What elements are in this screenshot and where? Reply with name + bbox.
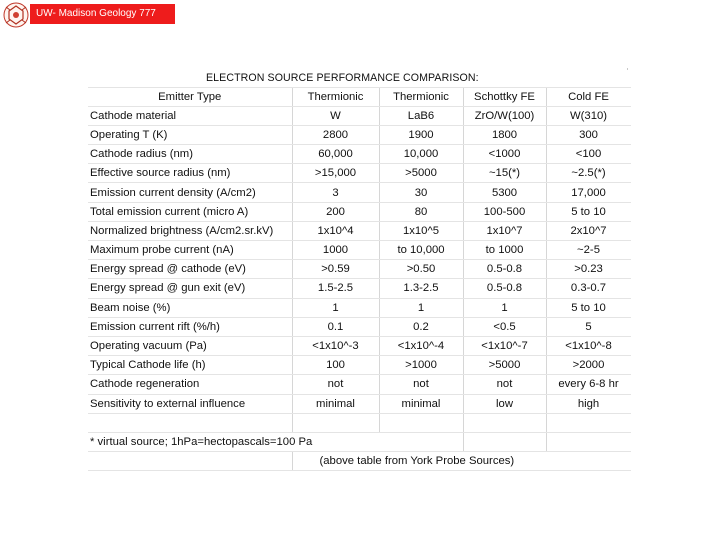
table-row: [88, 241, 631, 260]
table-cell: 2x10^7: [546, 221, 631, 240]
table-source-note: (above table from York Probe Sources): [292, 452, 546, 471]
table-cell: 1: [292, 298, 379, 317]
table-cell: W: [292, 106, 379, 125]
table-cell: <1x10^-3: [292, 336, 379, 355]
row-label: Maximum probe current (nA): [88, 241, 292, 260]
table-cell: W(310): [546, 106, 631, 125]
table-cell: 1.3-2.5: [379, 279, 463, 298]
table-row: [88, 279, 631, 298]
table-cell: <100: [546, 145, 631, 164]
table-cell: >0.59: [292, 260, 379, 279]
table-cell: 100-500: [463, 202, 546, 221]
table-cell: <1x10^-8: [546, 336, 631, 355]
table-cell: 0.1: [292, 317, 379, 336]
row-label: Beam noise (%): [88, 298, 292, 317]
table-cell: 1: [379, 298, 463, 317]
table-row: [88, 145, 631, 164]
header-cell: Emitter Type: [88, 87, 292, 106]
table-cell: 80: [379, 202, 463, 221]
table-cell: to 1000: [463, 241, 546, 260]
table-row: [88, 375, 631, 394]
row-label: Effective source radius (nm): [88, 164, 292, 183]
row-label: Total emission current (micro A): [88, 202, 292, 221]
table-row: [88, 164, 631, 183]
row-label: Energy spread @ cathode (eV): [88, 260, 292, 279]
table-cell: 30: [379, 183, 463, 202]
row-label: Emission current rift (%/h): [88, 317, 292, 336]
table-cell: 0.3-0.7: [546, 279, 631, 298]
row-label: Sensitivity to external influence: [88, 394, 292, 413]
table-cell: 5 to 10: [546, 202, 631, 221]
table-row: [88, 317, 631, 336]
row-label: Operating vacuum (Pa): [88, 336, 292, 355]
row-label: Emission current density (A/cm2): [88, 183, 292, 202]
course-banner: UW- Madison Geology 777: [30, 4, 175, 24]
table-cell: 1x10^4: [292, 221, 379, 240]
table-cell: 0.5-0.8: [463, 279, 546, 298]
table-cell: not: [379, 375, 463, 394]
table-header-row: [88, 87, 631, 106]
table-cell: 3: [292, 183, 379, 202]
table-cell: 10,000: [379, 145, 463, 164]
table-cell: low: [463, 394, 546, 413]
table-cell: 2800: [292, 125, 379, 144]
table-cell: 1x10^7: [463, 221, 546, 240]
table-cell: minimal: [379, 394, 463, 413]
university-crest-logo: [1, 1, 31, 29]
table-cell: 300: [546, 125, 631, 144]
table-row: [88, 260, 631, 279]
table-cell: 1900: [379, 125, 463, 144]
table-cell: 100: [292, 356, 379, 375]
row-label: Typical Cathode life (h): [88, 356, 292, 375]
table-cell: ~15(*): [463, 164, 546, 183]
table-cell: 200: [292, 202, 379, 221]
table-cell: >0.23: [546, 260, 631, 279]
table-cell: 5 to 10: [546, 298, 631, 317]
table-cell: not: [292, 375, 379, 394]
table-row: [88, 106, 631, 125]
table-title: ELECTRON SOURCE PERFORMANCE COMPARISON:: [88, 70, 546, 87]
table-cell: ~2-5: [546, 241, 631, 260]
header-cell: Schottky FE: [463, 87, 546, 106]
table-row: [88, 221, 631, 240]
electron-source-table: [88, 70, 631, 471]
row-label: Cathode radius (nm): [88, 145, 292, 164]
table-cell: minimal: [292, 394, 379, 413]
table-cell: high: [546, 394, 631, 413]
table-cell: 60,000: [292, 145, 379, 164]
table-cell: >0.50: [379, 260, 463, 279]
table-row: [88, 298, 631, 317]
table-cell: ZrO/W(100): [463, 106, 546, 125]
table-cell: >2000: [546, 356, 631, 375]
table-row: [88, 336, 631, 355]
table-row: [88, 125, 631, 144]
header-cell: Thermionic: [379, 87, 463, 106]
row-label: Operating T (K): [88, 125, 292, 144]
table-cell: 0.2: [379, 317, 463, 336]
table-cell: >5000: [463, 356, 546, 375]
table-cell: <1000: [463, 145, 546, 164]
table-cell: 1.5-2.5: [292, 279, 379, 298]
table-cell: not: [463, 375, 546, 394]
table-cell: <0.5: [463, 317, 546, 336]
table-row: [88, 394, 631, 413]
table-cell: >5000: [379, 164, 463, 183]
table-cell: 5: [546, 317, 631, 336]
row-label: Cathode material: [88, 106, 292, 125]
table-cell: >1000: [379, 356, 463, 375]
table-cell: <1x10^-4: [379, 336, 463, 355]
table-cell: to 10,000: [379, 241, 463, 260]
table-footnote: * virtual source; 1hPa=hectopascals=100 Pa: [88, 432, 379, 451]
comparison-table-image: [88, 70, 631, 472]
table-row: [88, 202, 631, 221]
table-cell: 1x10^5: [379, 221, 463, 240]
table-cell: 1000: [292, 241, 379, 260]
table-cell: LaB6: [379, 106, 463, 125]
row-label: Cathode regeneration: [88, 375, 292, 394]
row-label: Normalized brightness (A/cm2.sr.kV): [88, 221, 292, 240]
table-cell: ~2.5(*): [546, 164, 631, 183]
table-cell: every 6-8 hr: [546, 375, 631, 394]
header-cell: Cold FE: [546, 87, 631, 106]
header-cell: Thermionic: [292, 87, 379, 106]
table-cell: <1x10^-7: [463, 336, 546, 355]
table-cell: 0.5-0.8: [463, 260, 546, 279]
table-row: [88, 183, 631, 202]
table-cell: 1800: [463, 125, 546, 144]
table-cell: 1: [463, 298, 546, 317]
table-cell: >15,000: [292, 164, 379, 183]
table-cell: 5300: [463, 183, 546, 202]
table-row: [88, 356, 631, 375]
table-cell: 17,000: [546, 183, 631, 202]
row-label: Energy spread @ gun exit (eV): [88, 279, 292, 298]
